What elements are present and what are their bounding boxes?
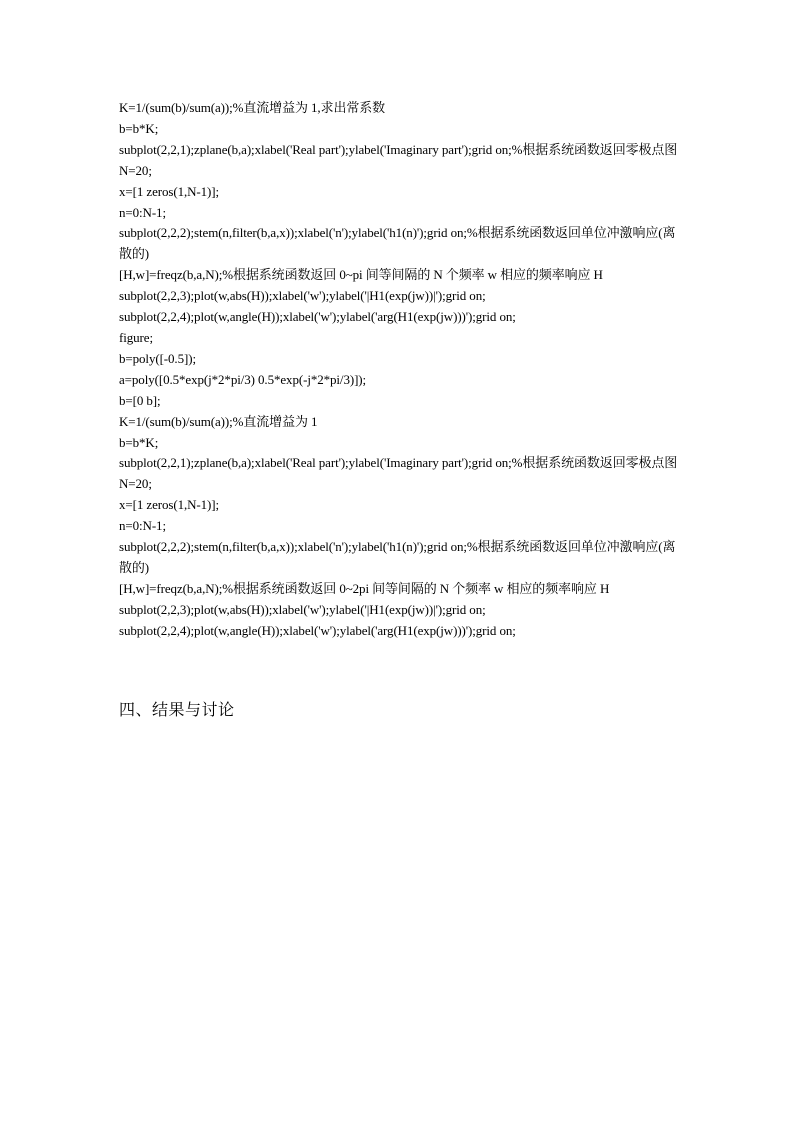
code-line: n=0:N-1; [119, 518, 166, 534]
code-line: N=20; [119, 476, 152, 492]
code-line: K=1/(sum(b)/sum(a));%直流增益为 1 [119, 413, 318, 429]
code-line: b=b*K; [119, 434, 159, 450]
code-line: N=20; [119, 162, 152, 178]
code-line: [H,w]=freqz(b,a,N);%根据系统函数返回 0~pi 间等间隔的 N 个频率 w 相应的频率响应 H [119, 267, 603, 283]
code-line: subplot(2,2,3);plot(w,abs(H));xlabel('w');ylabel('|H1(exp(jw))|');grid on; [119, 288, 486, 304]
code-line: x=[1 zeros(1,N-1)]; [119, 497, 220, 513]
code-line: subplot(2,2,4);plot(w,angle(H));xlabel('w');ylabel('arg(H1(exp(jw)))');grid on; [119, 622, 516, 638]
code-line: subplot(2,2,4);plot(w,angle(H));xlabel('w');ylabel('arg(H1(exp(jw)))');grid on; [119, 309, 516, 325]
code-line: figure; [119, 329, 153, 345]
code-line: x=[1 zeros(1,N-1)]; [119, 183, 220, 199]
matlab-code-block [119, 98, 684, 642]
code-line: [H,w]=freqz(b,a,N);%根据系统函数返回 0~2pi 间等间隔的 N 个频率 w 相应的频率响应 H [119, 580, 610, 596]
code-line: subplot(2,2,2);stem(n,filter(b,a,x));xlabel('n');ylabel('h1(n)');grid on;%根据系统函数返回单位冲激响应(离散的) [119, 225, 676, 262]
code-line: K=1/(sum(b)/sum(a));%直流增益为 1,求出常系数 [119, 100, 386, 115]
code-line: a=poly([0.5*exp(j*2*pi/3) 0.5*exp(-j*2*pi/3)]); [119, 371, 367, 387]
code-line: b=poly([-0.5]); [119, 350, 196, 366]
section-heading: 四、结果与讨论 [119, 700, 235, 719]
code-line: subplot(2,2,2);stem(n,filter(b,a,x));xlabel('n');ylabel('h1(n)');grid on;%根据系统函数返回单位冲激响应(离散的) [119, 539, 676, 575]
code-line: subplot(2,2,1);zplane(b,a);xlabel('Real part');ylabel('Imaginary part');grid on;%根据系统函数返回零极点图 [119, 141, 678, 157]
code-line: n=0:N-1; [119, 204, 166, 220]
code-line: subplot(2,2,1);zplane(b,a);xlabel('Real part');ylabel('Imaginary part');grid on;%根据系统函数返回零极点图 [119, 455, 678, 471]
code-line: b=b*K; [119, 120, 159, 136]
code-line: b=[0 b]; [119, 392, 161, 408]
code-line: subplot(2,2,3);plot(w,abs(H));xlabel('w');ylabel('|H1(exp(jw))|');grid on; [119, 601, 486, 617]
